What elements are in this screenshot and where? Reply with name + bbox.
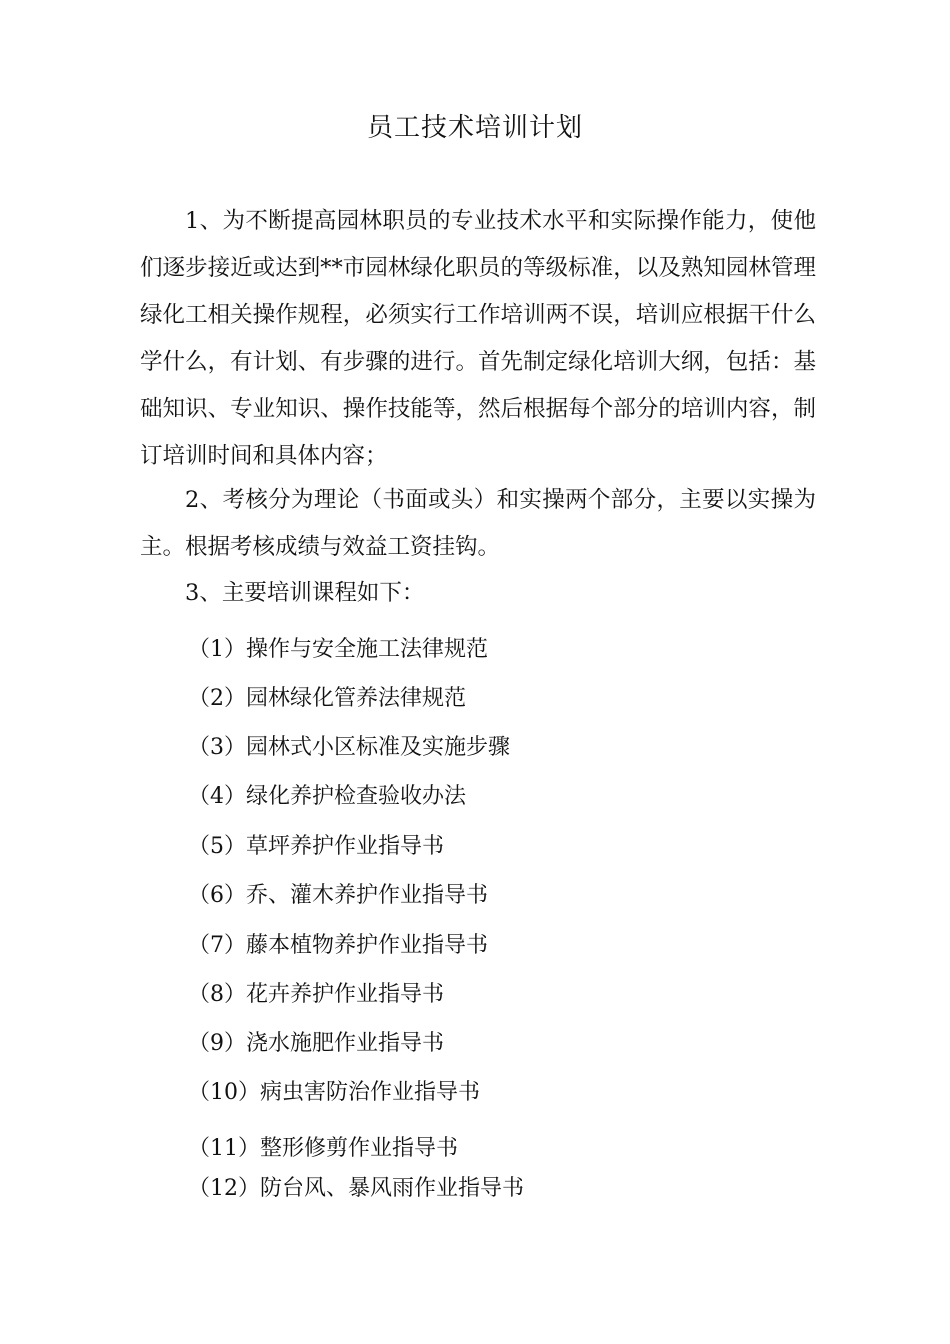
course-item-7: （7）藤本植物养护作业指导书 [188,933,488,958]
paragraph-assessment: 2、考核分为理论（书面或头）和实操两个部分，主要以实操为主。根据考核成绩与效益工资挂钩。 [140,487,816,560]
paragraph-courses-intro: 3、主要培训课程如下： [185,580,425,606]
document-title: 员工技术培训计划 [366,113,583,143]
course-item-9: （9）浇水施肥作业指导书 [188,1031,444,1056]
course-item-5: （5）草坪养护作业指导书 [188,834,444,859]
course-item-11: （11）整形修剪作业指导书 [188,1136,458,1161]
course-item-8: （8）花卉养护作业指导书 [188,982,444,1007]
course-item-2: （2）园林绿化管养法律规范 [188,686,466,711]
course-item-3: （3）园林式小区标准及实施步骤 [188,735,510,760]
course-item-6: （6）乔、灌木养护作业指导书 [188,883,488,908]
course-item-4: （4）绿化养护检查验收办法 [188,784,466,809]
paragraph-training-purpose: 1、为不断提高园林职员的专业技术水平和实际操作能力，使他们逐步接近或达到**市园林绿化职员的等级标准，以及熟知园林管理绿化工相关操作规程，必须实行工作培训两不误，培训应根据干什么学什么，有计划、有步骤的进行。首先制定绿化培训大纲，包括：基础知识、专业知识、操作技能等，然后根据每个部分的培训内容，制订培训时间和具体内容； [140,208,816,469]
course-item-12: （12）防台风、暴风雨作业指导书 [188,1176,524,1201]
course-item-1: （1）操作与安全施工法律规范 [188,637,488,662]
course-item-10: （10）病虫害防治作业指导书 [188,1080,480,1105]
